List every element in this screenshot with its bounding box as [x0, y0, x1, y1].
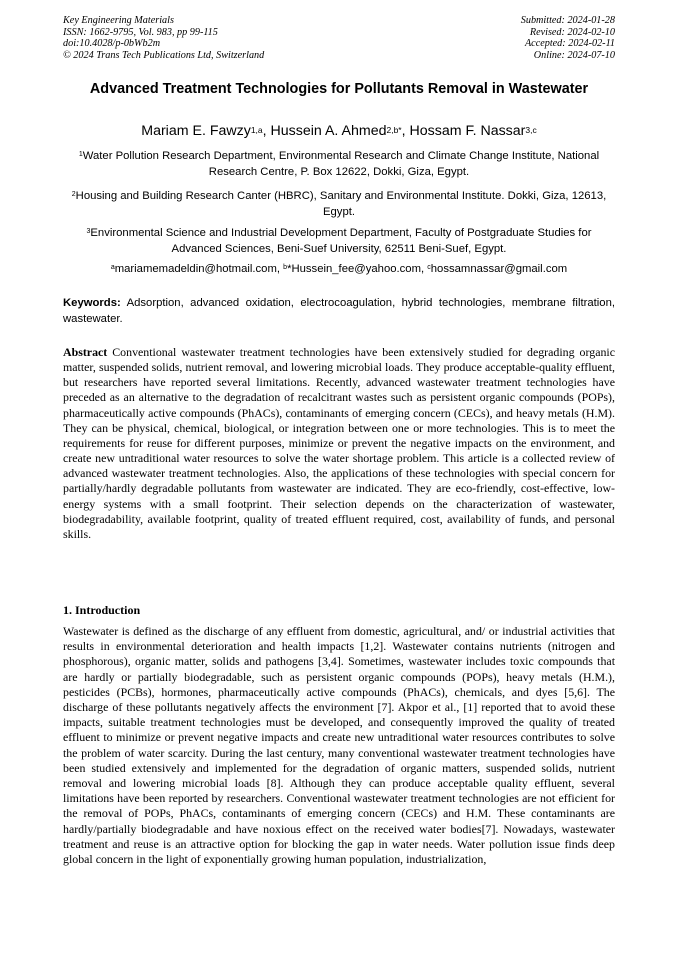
abstract-label: Abstract: [63, 345, 108, 359]
author-superscript: 2,b*: [386, 125, 402, 135]
author-list: [63, 122, 615, 140]
author-separator: ,: [401, 123, 410, 139]
issn: ISSN: 1662-9795, Vol. 983, pp 99-115: [63, 26, 218, 38]
email-superscript: c: [427, 264, 431, 271]
submitted-date: Submitted: 2024-01-28: [520, 15, 615, 26]
doi: doi:10.4028/p-0bWb2m: [63, 38, 161, 50]
revised-date: Revised: 2024-02-10: [529, 26, 615, 38]
keywords: [63, 296, 615, 328]
email-superscript: b: [283, 264, 288, 271]
affiliation-superscript: 1: [78, 151, 83, 158]
email-superscript: a: [110, 264, 115, 271]
author-name: Hussein A. Ahmed: [270, 123, 387, 139]
author-superscript: 1,a: [250, 125, 263, 135]
author-3: [410, 123, 537, 139]
keywords-label: Keywords:: [63, 297, 121, 309]
paper-title: Advanced Treatment Technologies for Pollutants Removal in Wastewater: [89, 81, 589, 97]
accepted-date: Accepted: 2024-02-11: [524, 38, 615, 50]
email-link[interactable]: *Hussein_fee@yahoo.com,: [287, 263, 428, 275]
abstract: [63, 345, 615, 542]
affiliation-1: [63, 148, 615, 181]
author-name: Mariam E. Fawzy: [141, 123, 251, 139]
affiliation-superscript: 3: [86, 228, 91, 235]
affiliation-superscript: 2: [71, 191, 76, 198]
affiliation-2: [63, 188, 615, 221]
copyright: © 2024 Trans Tech Publications Ltd, Switzerland: [63, 49, 265, 61]
publication-dates: [521, 15, 615, 61]
affiliation-text: Water Pollution Research Department, Environmental Research and Climate Change Institute, National Research Centre, P. Box 12622, Dokki, Giza, Egypt.: [82, 150, 600, 179]
affiliation-text: Housing and Building Research Canter (HBRC), Sanitary and Environmental Institute. Dokki, Giza, 12613, Egypt.: [75, 190, 607, 219]
affiliation-text: Environmental Science and Industrial Development Department, Faculty of Postgraduate Studies for Advanced Sciences, Beni-Suef University, 62511 Beni-Suef, Egypt.: [90, 227, 592, 256]
online-date: Online: 2024-07-10: [533, 49, 615, 61]
author-superscript: 3,c: [525, 125, 537, 135]
email-link[interactable]: hossamnassar@gmail.com: [430, 263, 568, 275]
section-heading: 1. Introduction: [63, 603, 141, 617]
author-name: Hossam F. Nassar: [409, 123, 526, 139]
author-emails: [63, 261, 615, 277]
journal-info: [63, 15, 264, 61]
introduction-paragraph: Wastewater is defined as the discharge of any effluent from domestic, agricultural, and/ or industrial activities that results in environmental deterioration and health impacts [1,2]. Wastewater contains nutrients (nitrogen and phosphorous), organic matter, solids and pathogens [3,4]. Sometimes, wastewater includes toxic compounds that are hardly or partially biodegradable, such as persistent organic compounds (POPs), heavy metals (H.M.), pesticides (PCBs), hormones, pharmaceutically active compounds (PhACs), chemicals, and dyes [5,6]. The discharge of these pollutants negatively affects the environment [7]. Akpor et al., [1] reported that to avoid these impacts, suitable treatment technologies must be developed, and consequently improved the quality of treated effluent to minimize or prevent negative impacts and create new untraditional water resources contributes to solve the problem of water scarcity. During the last century, many conventional wastewater treatment technologies have been studied extensively and implemented for the degradation of organic matters, suspended solids, nutrient removal and lowering microbial loads [8]. Although they can produce acceptable quality effluent, several limitations have been reported by researchers. Conventional wastewater treatment technologies are not efficient for the removal of POPs, PhACs, contaminants of emerging concern (CECs) and H.M. These contaminants are hardly/partially biodegradable and have noxious effect on the received water bodies[7]. Nowadays, wastewater treatment and reuse is an attractive option for blocking the gap in water needs. Water pollution issue finds deep global concern in the light of exponentially growing human population, industrialization,: [63, 624, 615, 867]
author-2: [271, 123, 410, 139]
author-1: [141, 123, 270, 139]
journal-name: Key Engineering Materials: [63, 15, 174, 26]
abstract-text: Conventional wastewater treatment technologies have been extensively studied for degrading organic matter, suspended solids, nutrient removal, and lowering microbial loads. They produce acceptable-quality effluent, but researchers have reported several limitations. Recently, advanced wastewater treatment technologies have preceded as an alternative to the degradation of recalcitrant wastes such as persistent organic compounds (POPs), pharmaceutically active compounds (PhACs), contaminants of emerging concern (CECs), and heavy metals (H.M). They can be physical, chemical, biological, or integration between one or more technologies. This is to meet the requirements for reuse for different purposes, minimize or prevent the negative impacts on the environment, and create new untraditional water resources to solve the water shortage problem. This article is a collected review of advanced wastewater treatment technologies. Also, the applications of these technologies with special concern for partially/hardly degradable pollutants from wastewater are indicated. They are eco-friendly, cost-effective, low-energy systems with a small footprint. Their selection depends on the characterization of wastewater, biodegradability, available footprint, quality of treated effluent required, cost, availability of funds, and personal skills.: [63, 345, 615, 541]
affiliation-3: [63, 225, 615, 258]
keywords-text: Adsorption, advanced oxidation, electrocoagulation, hybrid technologies, membrane filtration, wastewater.: [63, 297, 615, 325]
author-separator: ,: [262, 123, 271, 139]
email-link[interactable]: mariamemadeldin@hotmail.com,: [114, 263, 284, 275]
